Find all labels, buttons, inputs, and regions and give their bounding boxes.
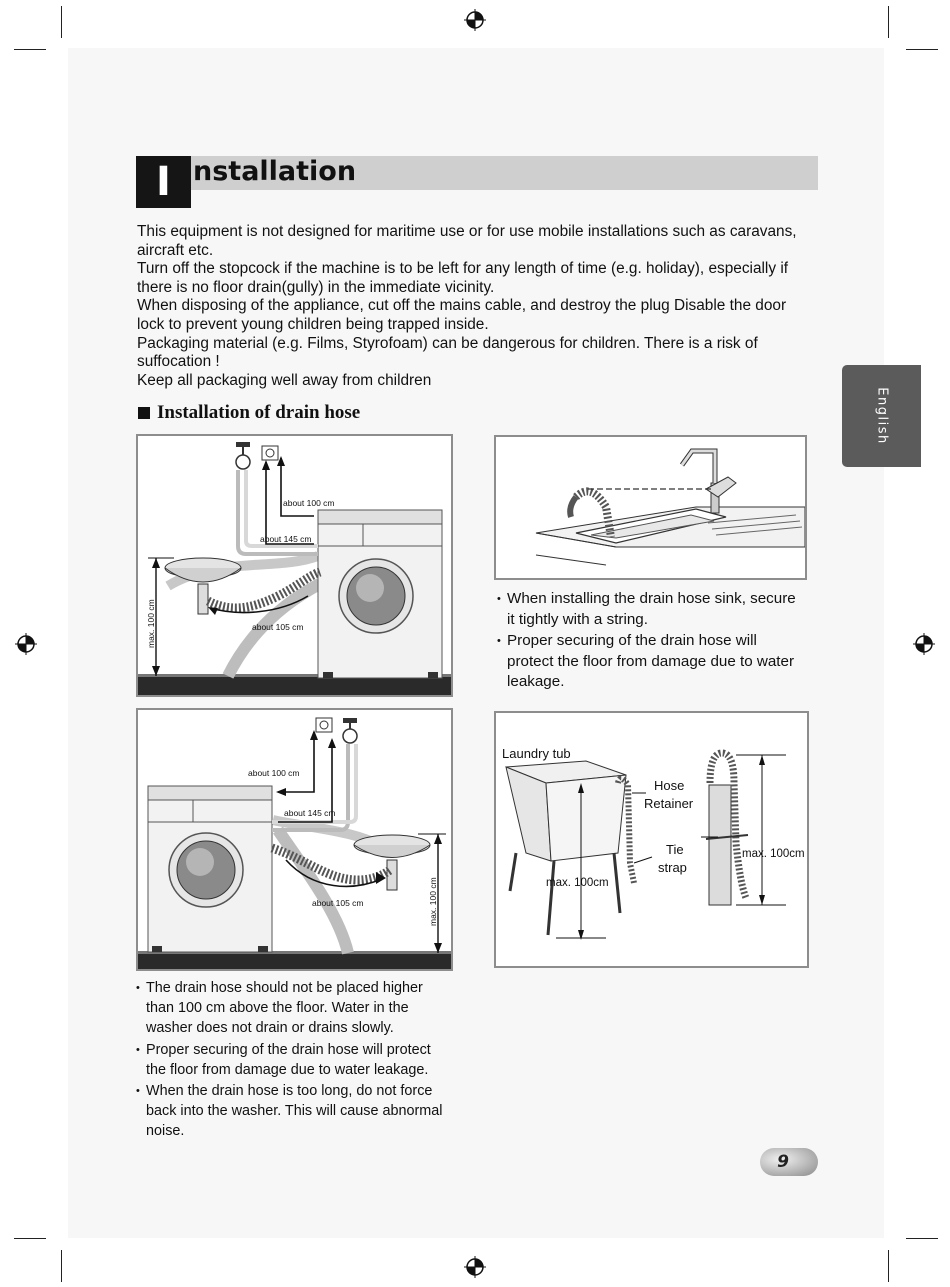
crop-mark	[14, 1238, 46, 1239]
registration-mark-icon	[15, 633, 37, 655]
intro-paragraph: Packaging material (e.g. Films, Styrofoam) can be dangerous for children. There is a risk of suffocation !	[137, 334, 758, 371]
label-tie: Tie	[666, 842, 684, 857]
dim-label-100: about 100 cm	[283, 498, 335, 508]
label-laundry-tub: Laundry tub	[502, 746, 571, 761]
note-item: • Proper securing of the drain hose will protect the floor from damage due to water leakage.	[136, 1040, 448, 1080]
page-number	[760, 1148, 820, 1178]
dim-label-105: about 105 cm	[252, 622, 304, 632]
sink-hose-illustration	[496, 437, 805, 578]
note-item: • When installing the drain hose sink, secure it tightly with a string.	[497, 589, 797, 630]
figure-drain-hose-sink-right	[136, 708, 453, 971]
crop-mark	[61, 1250, 62, 1282]
crop-mark	[906, 49, 938, 50]
dim-label-max: max. 100 cm	[146, 599, 156, 648]
page-title: nstallation	[193, 156, 357, 187]
section-heading	[138, 401, 360, 425]
section-heading-text: Installation of drain hose	[157, 402, 361, 423]
dim-label-100: about 100 cm	[248, 768, 300, 778]
language-tab-label: English	[874, 387, 889, 445]
intro-paragraph: When disposing of the appliance, cut off the mains cable, and destroy the plug Disable the door lock to prevent young children being trapped inside.	[137, 297, 787, 333]
dim-label-145: about 145 cm	[260, 534, 312, 544]
dim-label-max: max. 100 cm	[428, 877, 438, 926]
notes-drain-hose	[136, 978, 448, 1143]
intro-paragraph: This equipment is not designed for maritime use or for use mobile installations such as caravans, aircraft etc.	[137, 223, 797, 259]
washer-sink-illustration	[138, 436, 451, 695]
language-tab	[842, 365, 921, 467]
dim-label-145: about 145 cm	[284, 808, 336, 818]
dim-label-105: about 105 cm	[312, 898, 364, 908]
crop-mark	[14, 49, 46, 50]
registration-mark-icon	[464, 1256, 486, 1278]
crop-mark	[61, 6, 62, 38]
notes-sink	[497, 589, 797, 694]
crop-mark	[906, 1238, 938, 1239]
label-max-left: max. 100cm	[546, 877, 609, 889]
intro-paragraph: Turn off the stopcock if the machine is to be left for any length of time (e.g. holiday), especially if there is no floor drain(gully) in the immediate vicinity.	[137, 260, 789, 296]
label-hose: Hose	[654, 778, 685, 793]
note-item: • Proper securing of the drain hose will protect the floor from damage due to water leakage.	[497, 631, 797, 693]
square-bullet-icon	[138, 407, 150, 419]
note-item: • When the drain hose is too long, do not force back into the washer. This will cause abnormal noise.	[136, 1081, 448, 1142]
washer-sink-illustration	[138, 710, 451, 969]
laundry-tub-illustration	[496, 713, 807, 966]
intro-text	[137, 223, 817, 390]
intro-paragraph: Keep all packaging well away from children	[137, 371, 432, 389]
label-retainer: Retainer	[644, 796, 694, 811]
note-item: • The drain hose should not be placed higher than 100 cm above the floor. Water in the washer does not drain or drains slowly.	[136, 978, 448, 1039]
crop-mark	[888, 1250, 889, 1282]
page-number-text: 9	[777, 1152, 789, 1172]
registration-mark-icon	[913, 633, 935, 655]
label-strap: strap	[658, 860, 687, 875]
crop-mark	[888, 6, 889, 38]
label-max-right: max. 100cm	[742, 848, 805, 860]
registration-mark-icon	[464, 9, 486, 31]
figure-laundry-tub	[494, 711, 809, 968]
figure-sink-string	[494, 435, 807, 580]
figure-drain-hose-sink-left	[136, 434, 453, 697]
title-initial: I	[136, 156, 191, 208]
